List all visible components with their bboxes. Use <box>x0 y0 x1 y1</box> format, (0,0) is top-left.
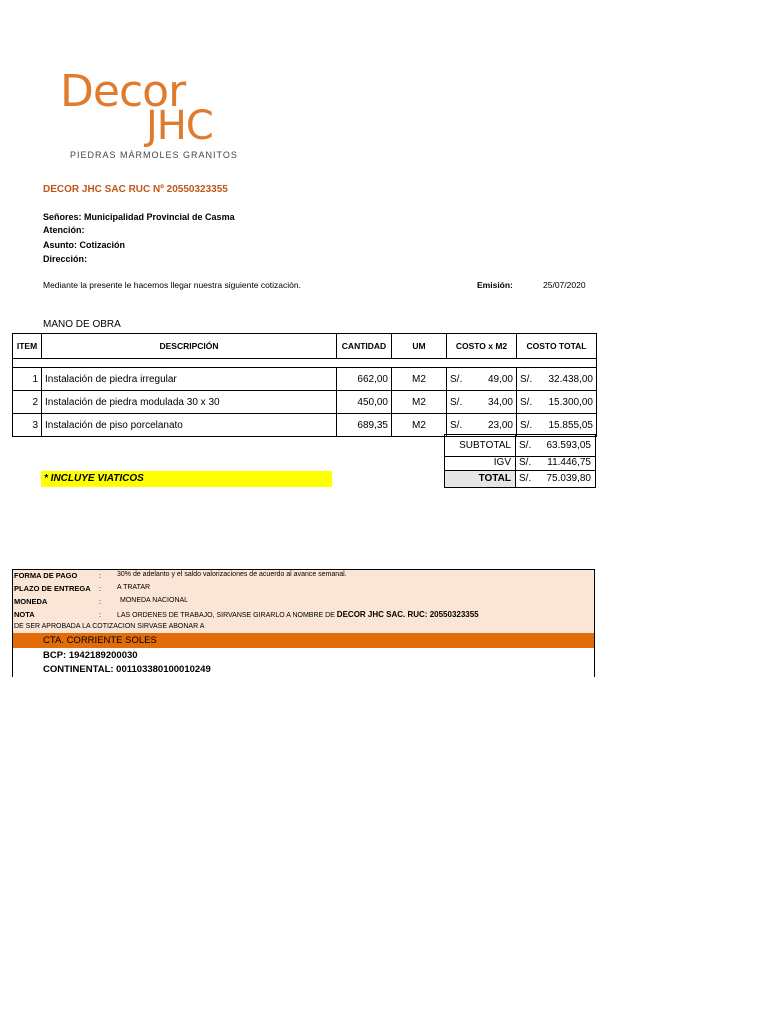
moneda-value: MONEDA NACIONAL <box>120 597 189 604</box>
plazo-value: A TRATAR <box>117 584 151 591</box>
terms-block <box>12 569 595 677</box>
nota-company: DECOR JHC SAC. RUC: 20550323355 <box>336 610 479 619</box>
subtotal-box <box>444 434 596 457</box>
direccion-label: Dirección: <box>43 254 88 264</box>
quote-table <box>12 333 597 437</box>
row-cur1: S/. <box>450 419 463 431</box>
row-cur1: S/. <box>450 396 463 408</box>
igv-label: IGV <box>445 455 516 470</box>
col-item: ITEM <box>13 334 42 359</box>
direccion-line <box>43 254 87 264</box>
logo-tagline: PIEDRAS MÁRMOLES GRANITOS <box>70 150 238 160</box>
asunto-label: Asunto: <box>43 240 77 250</box>
table-row <box>13 391 597 414</box>
row-total: 15.300,00 <box>548 396 593 408</box>
colon: : <box>99 610 102 619</box>
total-box <box>444 470 596 488</box>
senores-label: Señores: <box>43 212 82 222</box>
senores-value: Municipalidad Provincial de Casma <box>84 212 235 222</box>
row-cur2: S/. <box>520 419 533 431</box>
company-logo <box>60 66 250 170</box>
col-cantidad: CANTIDAD <box>337 334 392 359</box>
moneda-label: MONEDA <box>14 597 48 606</box>
row-cantidad: 662,00 <box>337 368 392 391</box>
total-label: TOTAL <box>445 471 516 487</box>
row-item: 2 <box>13 391 42 414</box>
section-title: MANO DE OBRA <box>43 319 121 330</box>
row-costo-m2 <box>447 368 517 391</box>
total-value: 75.039,80 <box>546 473 591 484</box>
bcp-account: BCP: 1942189200030 <box>13 648 594 663</box>
forma-pago-value: 30% de adelanto y el saldo valorizaciones de acuerdo al avance semanal. <box>117 571 347 578</box>
viaticos-note: * INCLUYE VIATICOS <box>41 471 332 487</box>
row-um: M2 <box>392 368 447 391</box>
igv-box <box>444 455 596 471</box>
company-title: DECOR JHC SAC RUC Nº 20550323355 <box>43 184 228 195</box>
row-total: 32.438,00 <box>548 373 593 385</box>
row-unit: 34,00 <box>487 396 513 408</box>
atencion-label: Atención: <box>43 225 85 235</box>
subtotal-currency: S/. <box>519 440 532 451</box>
col-costo-total: COSTO TOTAL <box>517 334 597 359</box>
forma-pago-label: FORMA DE PAGO <box>14 571 78 580</box>
emision-label: Emisión: <box>477 280 513 290</box>
col-um: UM <box>392 334 447 359</box>
row-cantidad: 450,00 <box>337 391 392 414</box>
igv-value: 11.446,75 <box>547 457 591 468</box>
row-costo-m2 <box>447 391 517 414</box>
asunto-line <box>43 240 125 250</box>
row-desc: Instalación de piso porcelanato <box>42 414 337 437</box>
subtotal-label: SUBTOTAL <box>445 435 516 456</box>
row-cur2: S/. <box>520 373 533 385</box>
continental-account: CONTINENTAL: 001103380100010249 <box>13 662 594 677</box>
table-header-row <box>13 334 597 359</box>
colon: : <box>99 571 102 580</box>
row-um: M2 <box>392 391 447 414</box>
row-unit: 23,00 <box>487 419 513 431</box>
row-cantidad: 689,35 <box>337 414 392 437</box>
intro-text: Mediante la presente le hacemos llegar nuestra siguiente cotización. <box>43 280 301 290</box>
emision-date: 25/07/2020 <box>543 280 586 290</box>
row-item: 1 <box>13 368 42 391</box>
total-currency: S/. <box>519 473 532 484</box>
senores-line <box>43 212 235 222</box>
logo-jhc-text: JHC <box>146 103 213 149</box>
colon: : <box>99 584 102 593</box>
aprobada-text: DE SER APROBADA LA COTIZACION SIRVASE ABONAR A <box>14 623 205 630</box>
row-total: 15.855,05 <box>548 419 593 431</box>
row-costo-total <box>517 368 597 391</box>
plazo-label: PLAZO DE ENTREGA <box>14 584 91 593</box>
nota-text: LAS ORDENES DE TRABAJO, SIRVANSE GIRARLO A NOMBRE DE <box>117 612 335 619</box>
row-cur1: S/. <box>450 373 463 385</box>
row-item: 3 <box>13 414 42 437</box>
atencion-line <box>43 225 85 235</box>
row-cur2: S/. <box>520 396 533 408</box>
nota-label: NOTA <box>14 610 35 619</box>
igv-currency: S/. <box>519 457 532 468</box>
nota-value <box>117 610 479 619</box>
row-costo-total <box>517 391 597 414</box>
row-unit: 49,00 <box>487 373 513 385</box>
logo-decor-text: Decor <box>60 66 186 117</box>
table-row <box>13 368 597 391</box>
colon: : <box>99 597 102 606</box>
row-desc: Instalación de piedra modulada 30 x 30 <box>42 391 337 414</box>
subtotal-value: 63.593,05 <box>546 440 591 451</box>
row-um: M2 <box>392 414 447 437</box>
cta-corriente-bar: CTA. CORRIENTE SOLES <box>13 633 594 648</box>
row-desc: Instalación de piedra irregular <box>42 368 337 391</box>
col-costo-m2: COSTO x M2 <box>447 334 517 359</box>
col-descripcion: DESCRIPCIÓN <box>42 334 337 359</box>
asunto-value: Cotización <box>79 240 126 250</box>
